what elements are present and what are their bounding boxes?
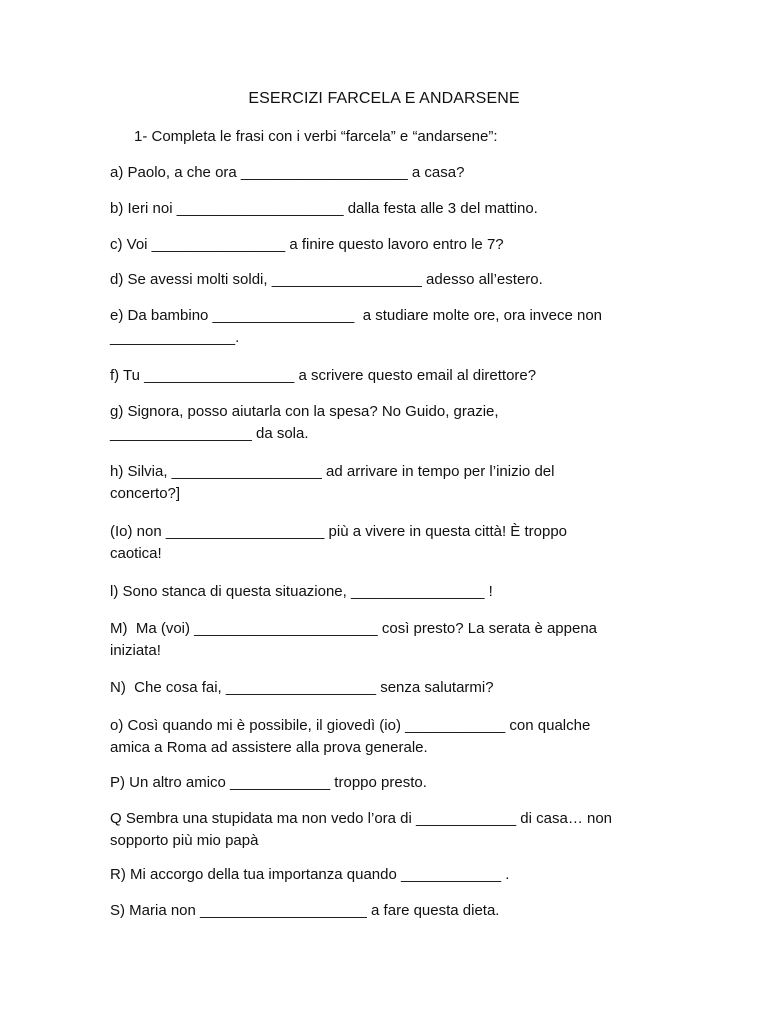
exercise-p: P) Un altro amico ____________ troppo presto. xyxy=(110,774,427,791)
exercise-e: e) Da bambino _________________ a studiare molte ore, ora invece non _______________. xyxy=(110,307,603,346)
exercise-b: b) Ieri noi ____________________ dalla festa alle 3 del mattino. xyxy=(110,200,538,217)
exercise-h: h) Silvia, __________________ ad arrivare in tempo per l’inizio del concerto?] xyxy=(110,463,555,502)
exercise-instruction: 1- Completa le frasi con i verbi “farcela” e “andarsene”: xyxy=(134,128,498,145)
exercise-s: S) Maria non ____________________ a fare questa dieta. xyxy=(110,902,500,919)
exercise-l: l) Sono stanca di questa situazione, ________________ ! xyxy=(110,583,493,600)
exercise-c: c) Voi ________________ a finire questo lavoro entro le 7? xyxy=(110,236,504,253)
exercise-o: o) Così quando mi è possibile, il giovedì (io) ____________ con qualche amica a Roma ad assistere alla prova generale. xyxy=(110,717,591,756)
exercise-m: M) Ma (voi) ______________________ così presto? La serata è appena iniziata! xyxy=(110,620,598,659)
document-title: ESERCIZI FARCELA E ANDARSENE xyxy=(248,90,520,107)
exercise-n: N) Che cosa fai, __________________ senza salutarmi? xyxy=(110,679,494,696)
exercise-r: R) Mi accorgo della tua importanza quando ____________ . xyxy=(110,866,510,883)
exercise-a: a) Paolo, a che ora ____________________ a casa? xyxy=(110,164,465,181)
exercise-f: f) Tu __________________ a scrivere questo email al direttore? xyxy=(110,367,537,384)
exercise-q: Q Sembra una stupidata ma non vedo l’ora di ____________ di casa… non sopporto più mio papà xyxy=(110,810,613,849)
exercise-d: d) Se avessi molti soldi, __________________ adesso all’estero. xyxy=(110,271,543,288)
exercise-g: g) Signora, posso aiutarla con la spesa? No Guido, grazie, _________________ da sola. xyxy=(110,403,499,442)
exercise-i: (Io) non ___________________ più a vivere in questa città! È troppo caotica! xyxy=(110,523,568,562)
